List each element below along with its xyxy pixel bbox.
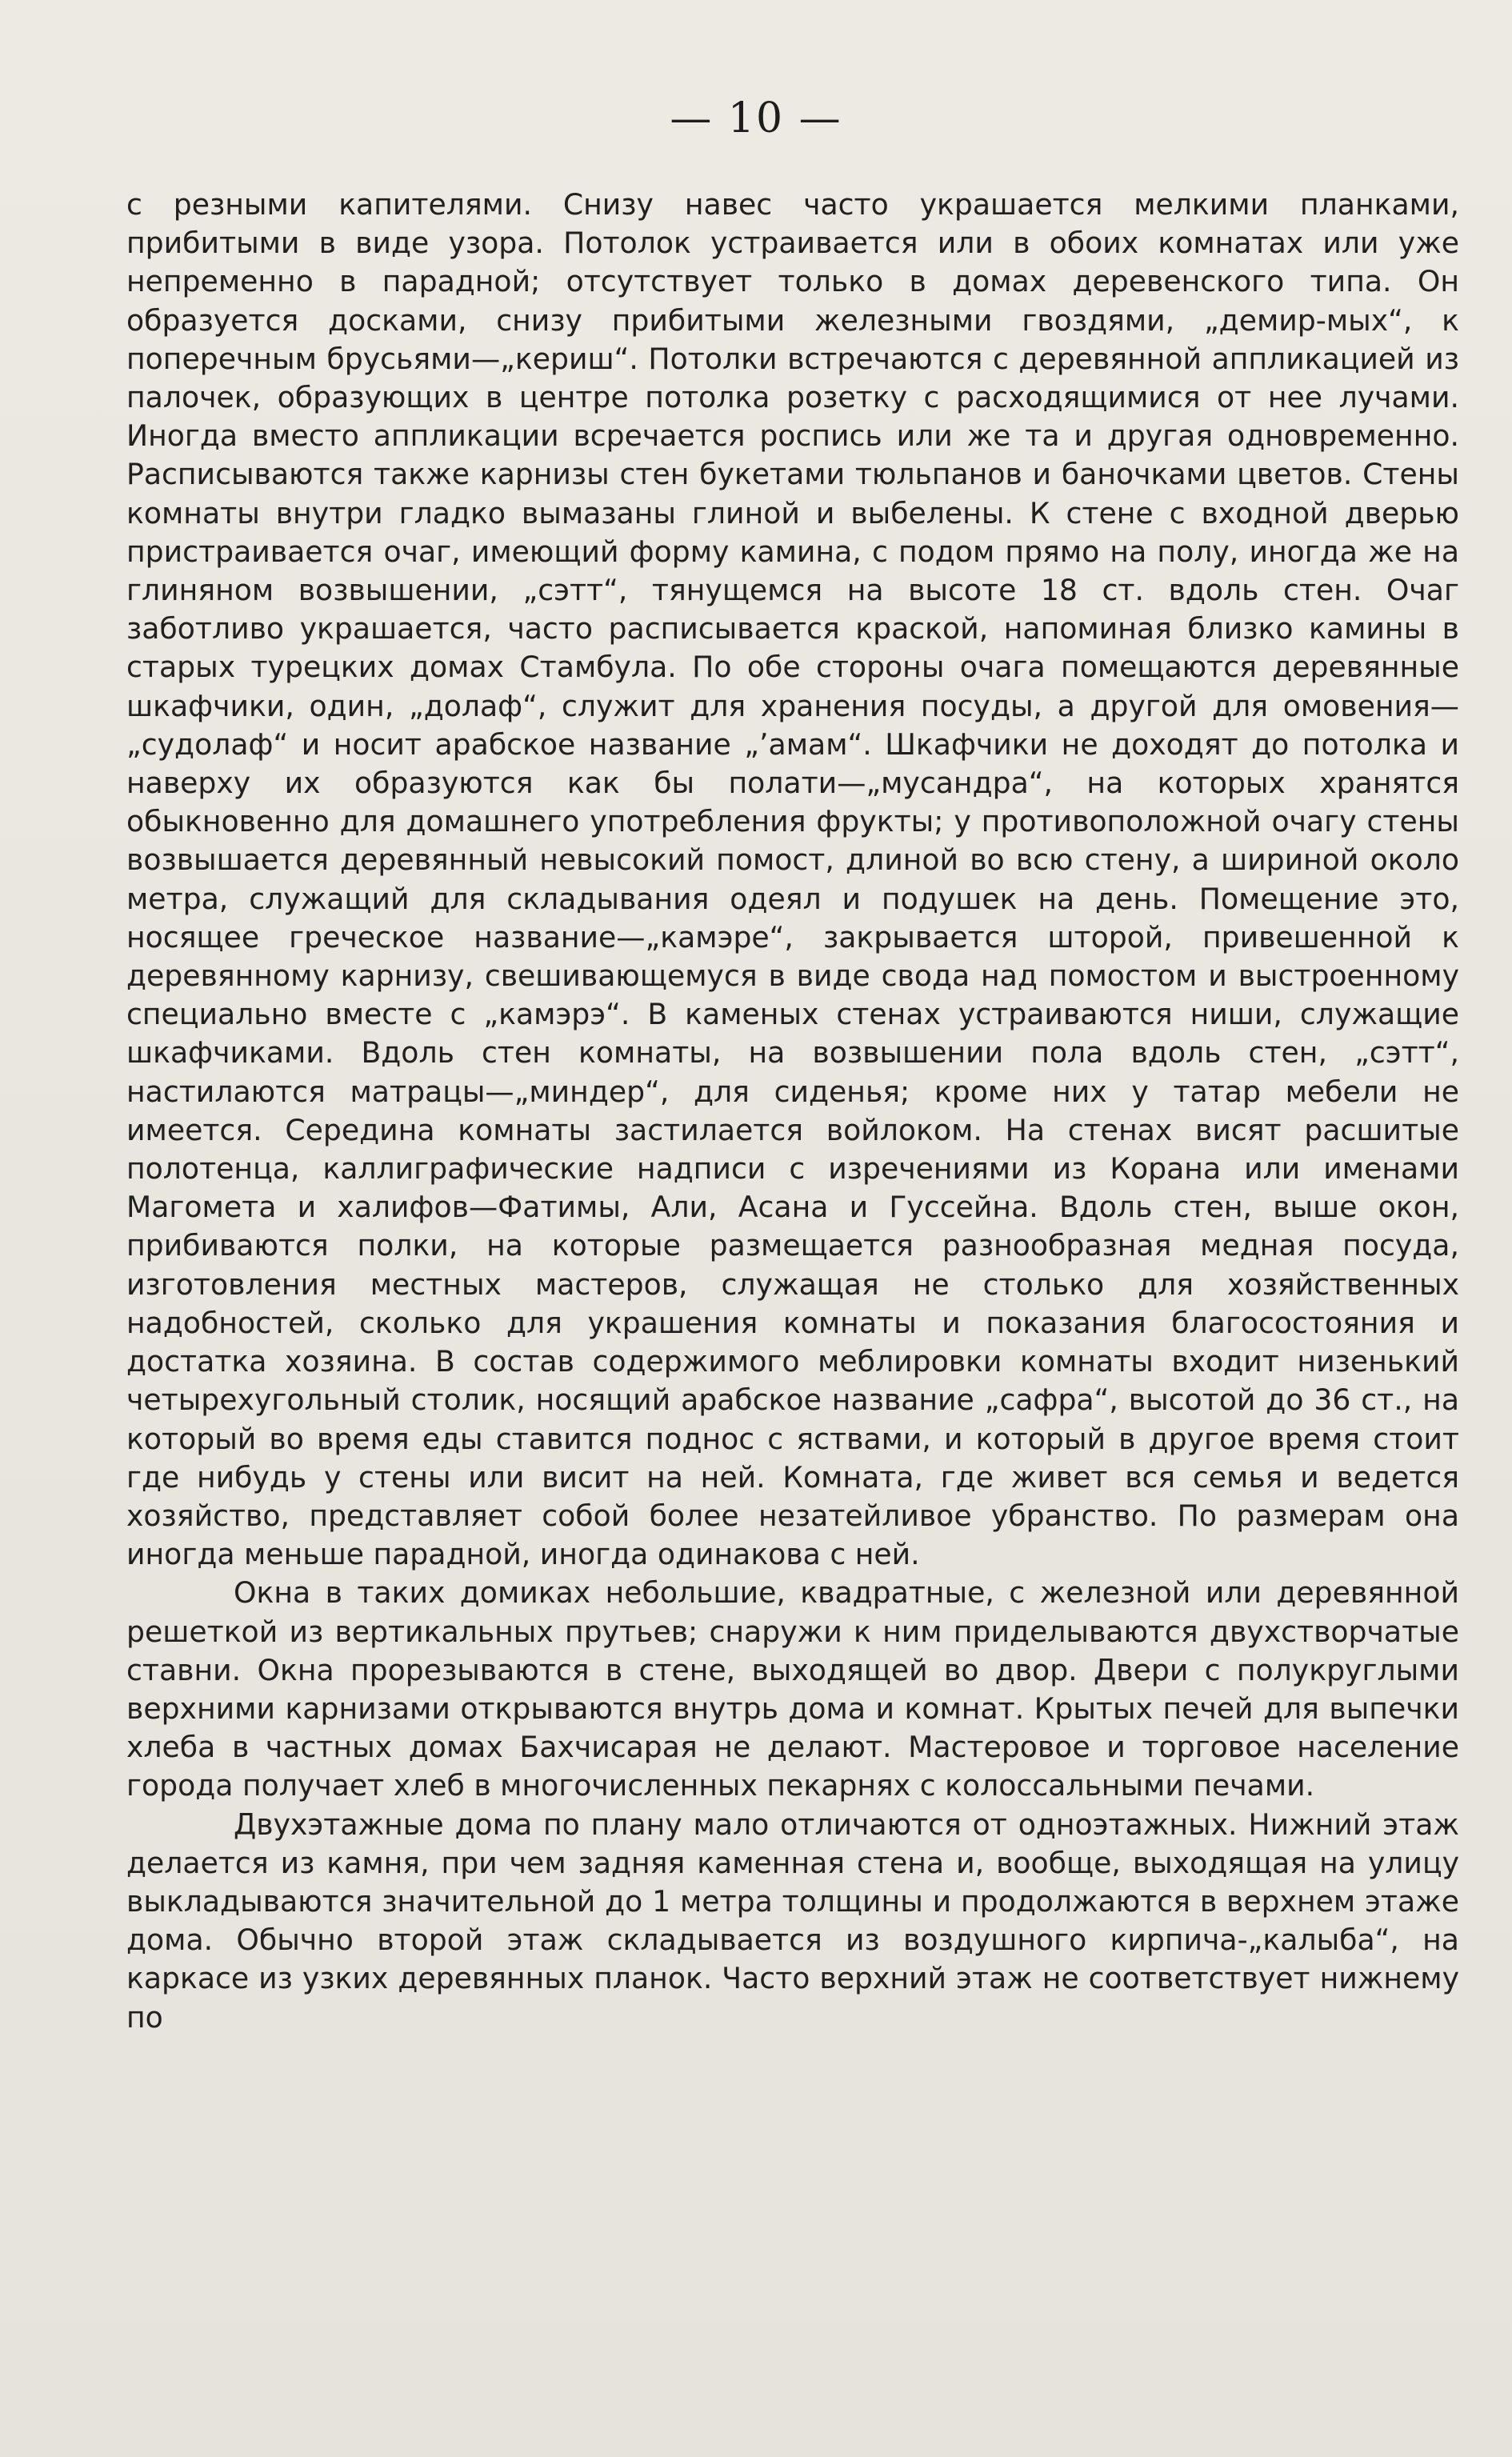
body-text bbox=[126, 186, 1459, 2037]
page-number: — 10 — bbox=[670, 94, 842, 142]
paragraph-windows: Окна в таких домиках небольшие, квадратные, с железной или деревянной решеткой из вертикальных прутьев; снаружи к ним приделываются двухстворчатые ставни. Окна прорезываются в стене, выходящей во двор. Двери с полукруглыми верхними карнизами открываются внутрь дома и комнат. Крытых печей для выпечки хлеба в частных домах Бахчисарая не делают. Мастеровое и торговое население города получает хлеб в многочисленных пекарнях с колоссальными печами. bbox=[126, 1575, 1459, 1803]
paragraph-interior: с резными капителями. Снизу навес часто украшается мелкими планками, прибитыми в виде узора. Потолок устраивается или в обоих комнатах или уже непременно в парадной; отсутствует только в домах деревенского типа. Он образуется досками, снизу прибитыми железными гвоздями, „демир-мых“, к поперечным брусьями—„кериш“. Потолки встречаются с деревянной аппликацией из палочек, образующих в центре потолка розетку с расходящимися от нее лучами. Иногда вместо аппликации всречается роспись или же та и другая одновременно. Расписываются также карнизы стен букетами тюльпанов и баночками цветов. Стены комнаты внутри гладко вымазаны глиной и выбелены. К стене с входной дверью пристраивается очаг, имеющий форму камина, с подом прямо на полу, иногда же на глиняном возвышении, „сэтт“, тянущемся на высоте 18 ст. вдоль стен. Очаг заботливо украшается, часто расписывается краской, напоминая близко камины в старых турецких домах Стамбула. По обе стороны очага помещаются деревянные шкафчики, один, „долаф“, служит для хранения посуды, а другой для омовения—„судолаф“ и носит арабское название „’амам“. Шкафчики не доходят до потолка и наверху их образуются как бы полати—„мусандра“, на которых хранятся обыкновенно для домашнего употребления фрукты; у противоположной очагу стены возвышается деревянный невысокий помост, длиной во всю стену, а шириной около метра, служащий для складывания одеял и подушек на день. Помещение это, носящее греческое название—„камэре“, закрывается шторой, привешенной к деревянному карнизу, свешивающемуся в виде свода над помостом и выстроенному специально вместе с „камэрэ“. В каменых стенах устраиваются ниши, служащие шкафчиками. Вдоль стен комнаты, на возвышении пола вдоль стен, „сэтт“, настилаются матрацы—„миндер“, для сиденья; кроме них у татар мебели не имеется. Середина комнаты застилается войлоком. На стенах висят расшитые полотенца, каллиграфические надписи с изречениями из Корана или именами Магомета и халифов—Фатимы, Али, Асана и Гуссейна. Вдоль стен, выше окон, прибиваются полки, на которые размещается разнообразная медная посуда, изготовления местных мастеров, служащая не столько для хозяйственных надобностей, сколько для украшения комнаты и показания благосостояния и достатка хозяина. В состав содержимого меблировки комнаты входит низенький четырехугольный столик, носящий арабское название „сафра“, высотой до 36 ст., на который во время еды ставится поднос с яствами, и который в другое время стоит где нибудь у стены или висит на ней. Комната, где живет вся семья и ведется хозяйство, представляет собой более незатейливое убранство. По размерам она иногда меньше парадной, иногда одинакова с ней. bbox=[126, 187, 1459, 1572]
paragraph-two-story-houses: Двухэтажные дома по плану мало отличаются от одноэтажных. Нижний этаж делается из камня, при чем задняя каменная стена и, вообще, выходящая на улицу выкладываются значительной до 1 метра толщины и продолжаются в верхнем этаже дома. Обычно второй этаж складывается из воздушного кирпича-„калыба“, на каркасе из узких деревянных планок. Часто верхний этаж не соответствует нижнему по bbox=[126, 1807, 1459, 2035]
